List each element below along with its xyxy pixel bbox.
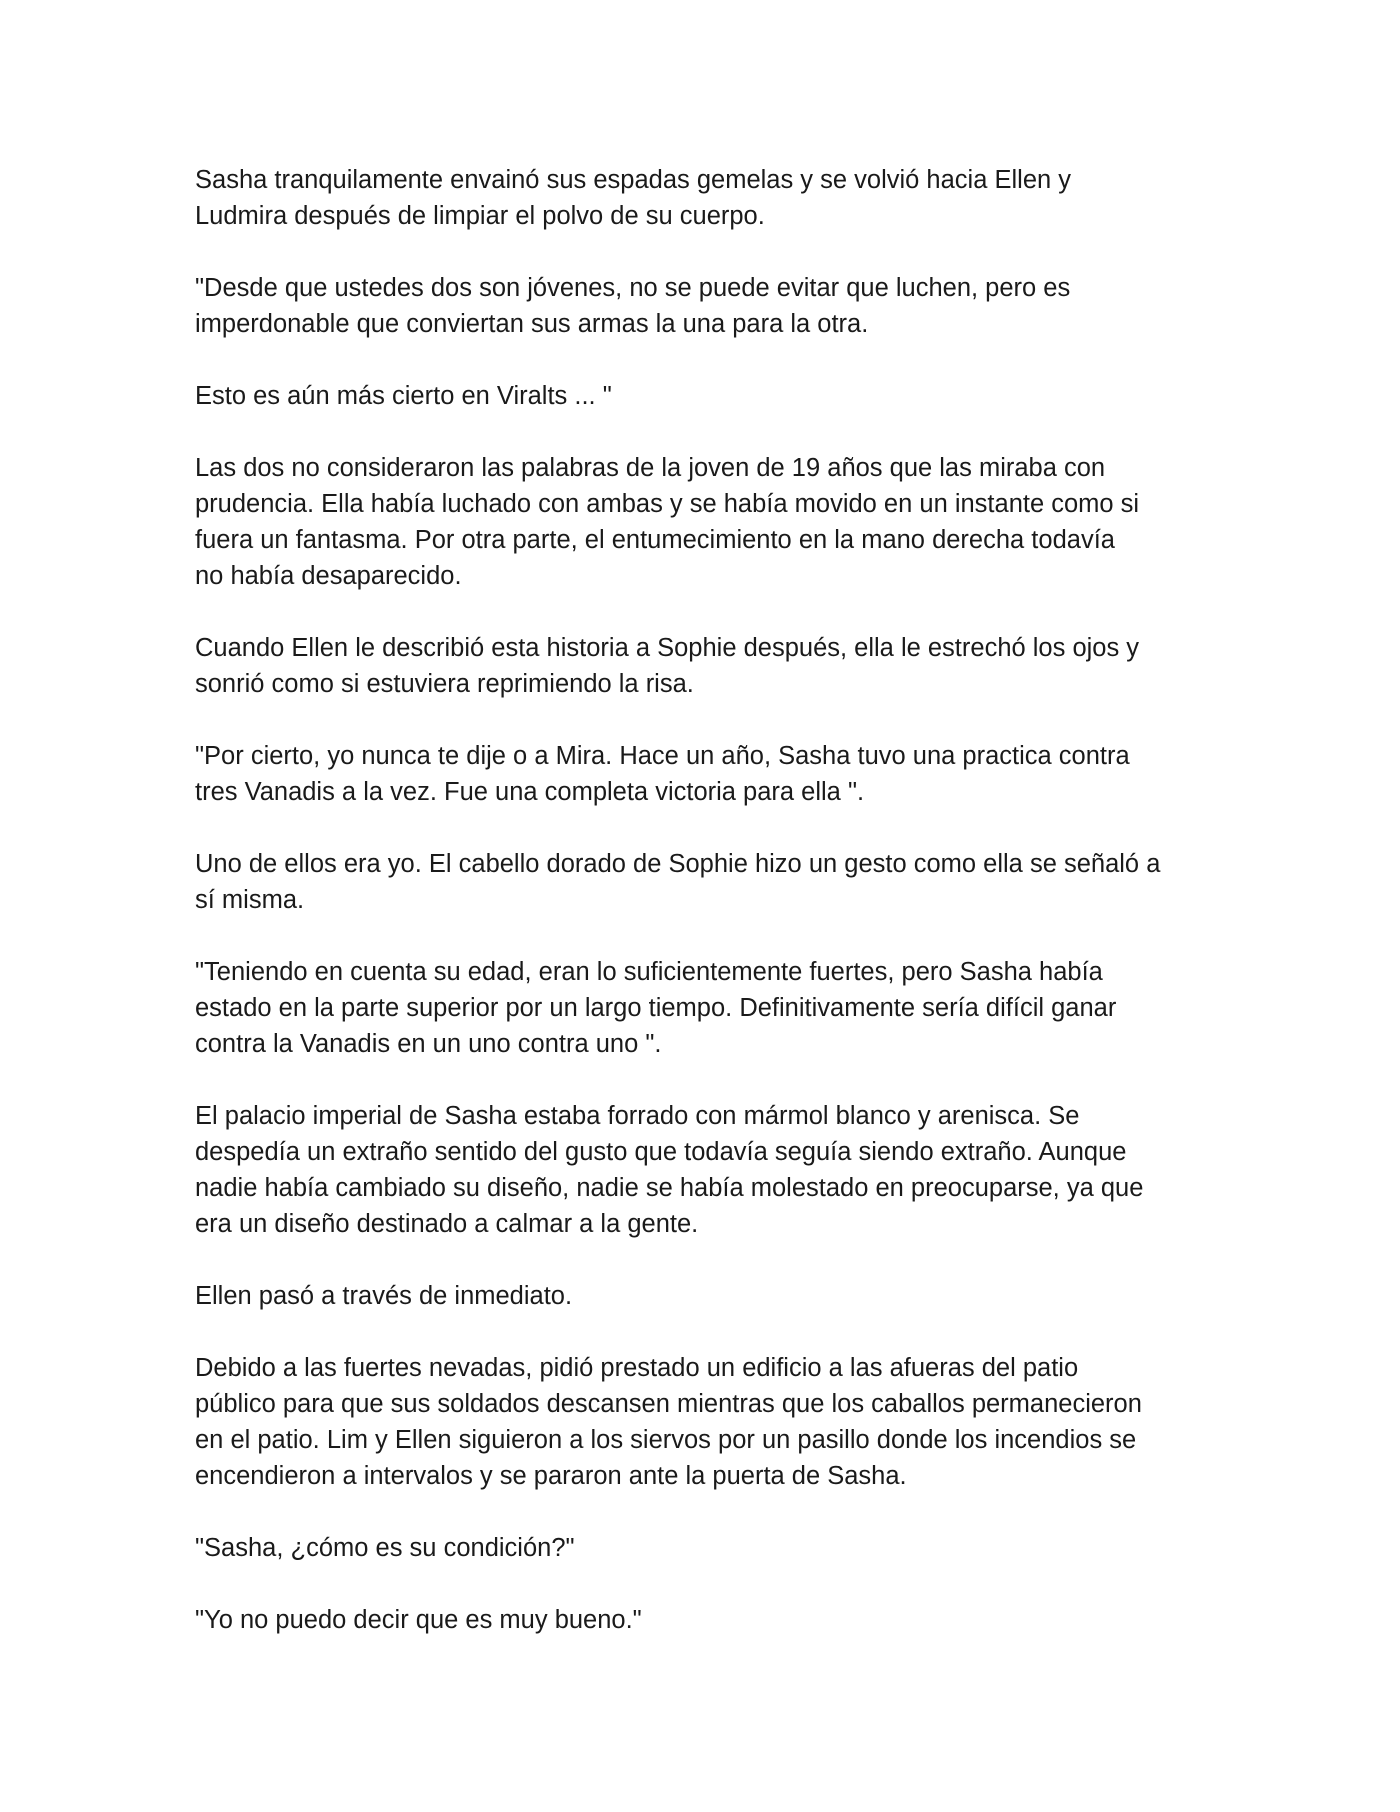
text-line: estado en la parte superior por un largo tiempo. Definitivamente sería difícil ganar (195, 994, 1117, 1022)
text-line: encendieron a intervalos y se pararon ante la puerta de Sasha. (195, 1462, 907, 1490)
text-line: Uno de ellos era yo. El cabello dorado de Sophie hizo un gesto como ella se señaló a (195, 850, 1161, 878)
paragraph (195, 1602, 1215, 1638)
text-line: Cuando Ellen le describió esta historia a Sophie después, ella le estrechó los ojos y (195, 634, 1140, 662)
text-line: "Desde que ustedes dos son jóvenes, no se puede evitar que luchen, pero es (195, 274, 1071, 302)
text-line: prudencia. Ella había luchado con ambas y se había movido en un instante como si (195, 490, 1140, 518)
text-line: en el patio. Lim y Ellen siguieron a los siervos por un pasillo donde los incendios se (195, 1426, 1137, 1454)
text-line: sí misma. (195, 886, 305, 914)
text-line: Las dos no consideraron las palabras de la joven de 19 años que las miraba con (195, 454, 1106, 482)
paragraph (195, 738, 1215, 810)
paragraph (195, 162, 1215, 234)
document-text-body (195, 162, 1215, 1674)
text-line: Sasha tranquilamente envainó sus espadas gemelas y se volvió hacia Ellen y (195, 166, 1072, 194)
text-line: "Sasha, ¿cómo es su condición?" (195, 1534, 575, 1562)
text-line: "Teniendo en cuenta su edad, eran lo suficientemente fuertes, pero Sasha había (195, 958, 1103, 986)
paragraph (195, 378, 1215, 414)
text-line: contra la Vanadis en un uno contra uno ". (195, 1030, 662, 1058)
paragraph (195, 954, 1215, 1062)
text-line: Ellen pasó a través de inmediato. (195, 1282, 573, 1310)
text-line: sonrió como si estuviera reprimiendo la risa. (195, 670, 694, 698)
text-line: Ludmira después de limpiar el polvo de su cuerpo. (195, 202, 765, 230)
paragraph (195, 450, 1215, 594)
text-line: imperdonable que conviertan sus armas la una para la otra. (195, 310, 869, 338)
paragraph (195, 1098, 1215, 1242)
text-line: El palacio imperial de Sasha estaba forrado con mármol blanco y arenisca. Se (195, 1102, 1080, 1130)
text-line: Esto es aún más cierto en Viralts ... " (195, 382, 612, 410)
text-line: público para que sus soldados descansen mientras que los caballos permanecieron (195, 1390, 1142, 1418)
text-line: "Por cierto, yo nunca te dije o a Mira. Hace un año, Sasha tuvo una practica contra (195, 742, 1130, 770)
text-line: nadie había cambiado su diseño, nadie se había molestado en preocuparse, ya que (195, 1174, 1144, 1202)
paragraph (195, 270, 1215, 342)
text-line: no había desaparecido. (195, 562, 462, 590)
text-line: tres Vanadis a la vez. Fue una completa victoria para ella ". (195, 778, 865, 806)
text-line: Debido a las fuertes nevadas, pidió prestado un edificio a las afueras del patio (195, 1354, 1079, 1382)
paragraph (195, 1530, 1215, 1566)
paragraph (195, 1278, 1215, 1314)
text-line: fuera un fantasma. Por otra parte, el entumecimiento en la mano derecha todavía (195, 526, 1115, 554)
paragraph (195, 846, 1215, 918)
text-line: despedía un extraño sentido del gusto que todavía seguía siendo extraño. Aunque (195, 1138, 1127, 1166)
paragraph (195, 630, 1215, 702)
text-line: "Yo no puedo decir que es muy bueno." (195, 1606, 642, 1634)
text-line: era un diseño destinado a calmar a la gente. (195, 1210, 699, 1238)
paragraph (195, 1350, 1215, 1494)
